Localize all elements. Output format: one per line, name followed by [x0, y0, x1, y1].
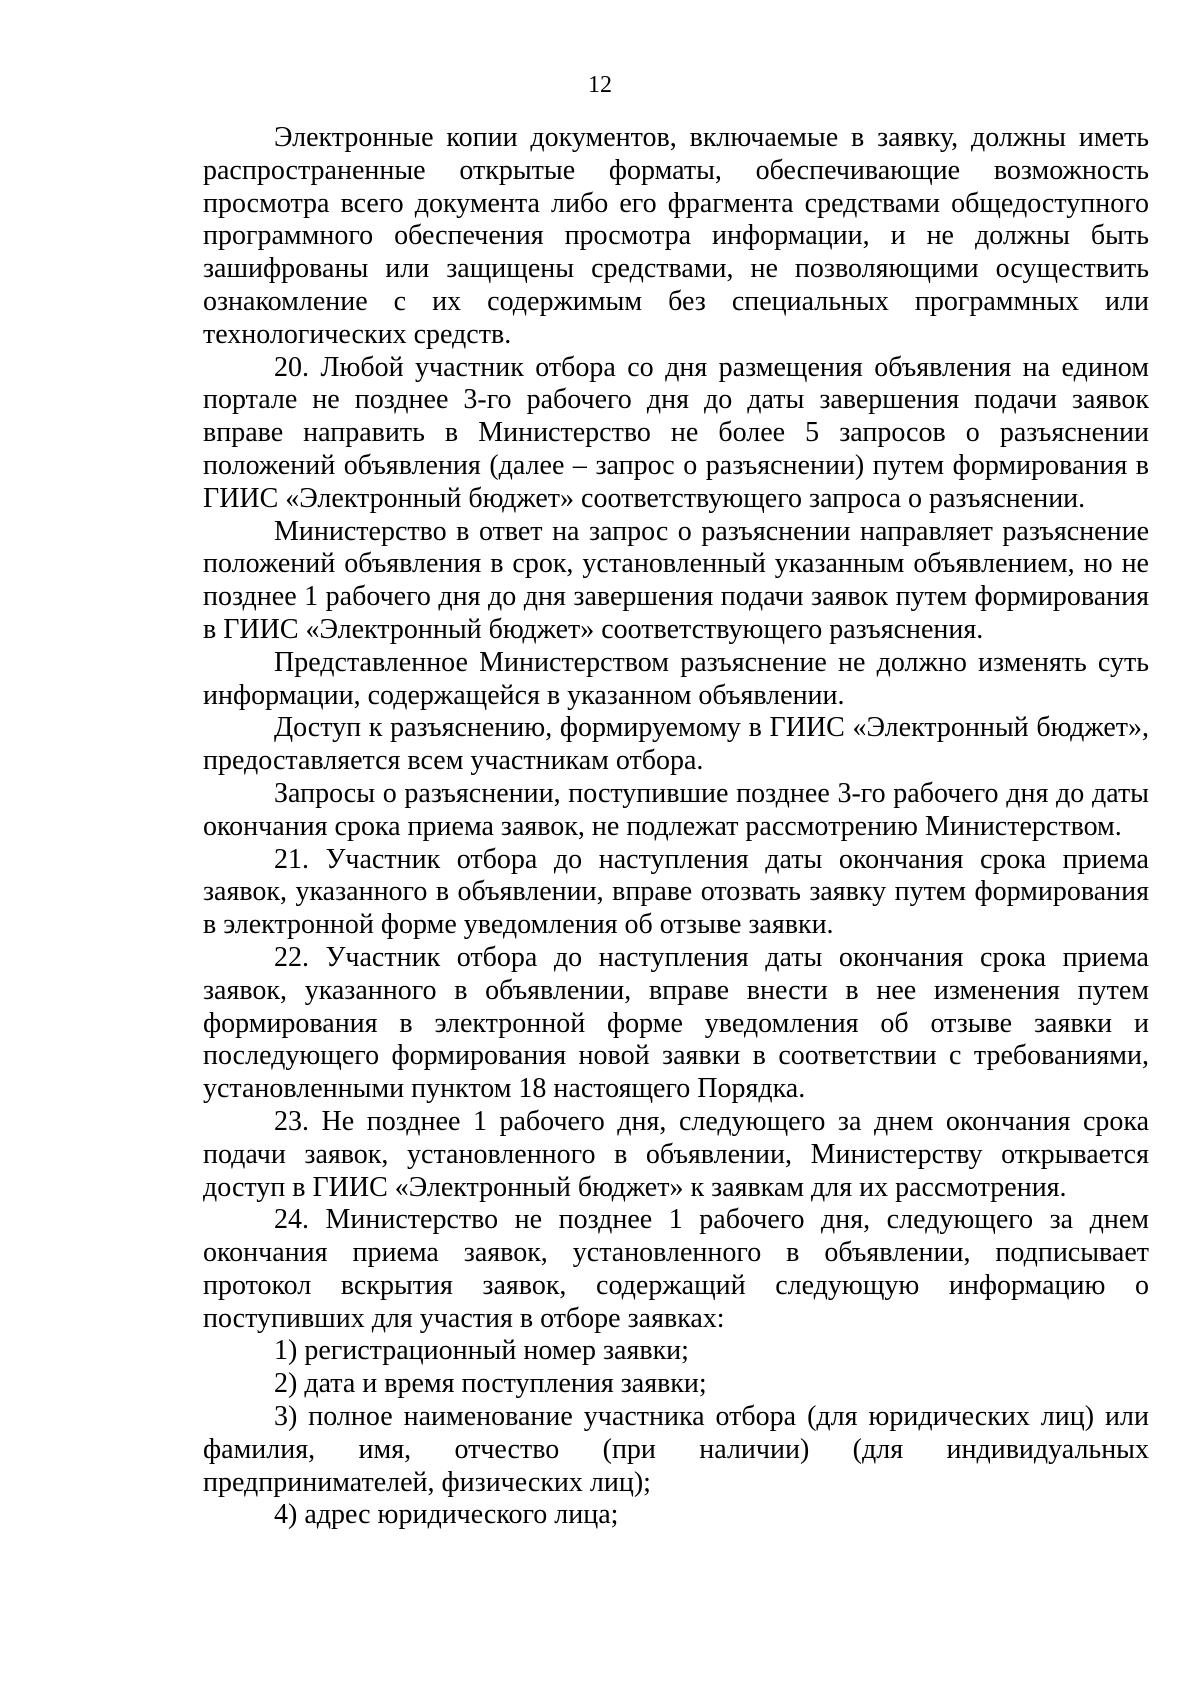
page-number: 12 [588, 72, 612, 98]
paragraph-electronic-copies: Электронные копии документов, включаемые в заявку, должны иметь распространенные открытые форматы, обеспечивающие возможность просмотра всего документа либо его фрагмента средствами общедоступного программного обеспечения просмотра информации, и не должны быть зашифрованы или защищены средствами, не позволяющими осуществить ознакомление с их содержимым без специальных программных или технологических средств. [203, 122, 1149, 350]
paragraph-item-21: 21. Участник отбора до наступления даты окончания срока приема заявок, указанного в объявлении, вправе отозвать заявку путем формирования в электронной форме уведомления об отзыве заявки. [203, 843, 1149, 941]
list-item-1: 1) регистрационный номер заявки; [274, 1335, 689, 1367]
document-body [203, 122, 1149, 1532]
paragraph-item-20: 20. Любой участник отбора со дня размещения объявления на едином портале не позднее 3-го рабочего дня до даты завершения подачи заявок вправе направить в Министерство не более 5 запросов о разъяснении положений объявления (далее – запрос о разъяснении) путем формирования в ГИИС «Электронный бюджет» соответствующего запроса о разъяснении. [203, 351, 1149, 514]
list-item-2: 2) дата и время поступления заявки; [274, 1368, 707, 1400]
paragraph-clarification-access: Доступ к разъяснению, формируемому в ГИИС «Электронный бюджет», предоставляется всем участникам отбора. [203, 712, 1149, 777]
paragraph-item-22: 22. Участник отбора до наступления даты окончания срока приема заявок, указанного в объявлении, вправе внести в нее изменения путем формирования в электронной форме уведомления об отзыве заявки и последующего формирования новой заявки в соответствии с требованиями, установленными пунктом 18 настоящего Порядка. [203, 941, 1149, 1105]
list-item-3: 3) полное наименование участника отбора (для юридических лиц) или фамилия, имя, отчество (при наличии) (для индивидуальных предпринимателей, физических лиц); [203, 1401, 1149, 1498]
paragraph-ministry-response: Министерство в ответ на запрос о разъяснении направляет разъяснение положений объявления в срок, установленный указанным объявлением, но не позднее 1 рабочего дня до дня завершения подачи заявок путем формирования в ГИИС «Электронный бюджет» соответствующего разъяснения. [203, 515, 1149, 645]
paragraph-item-24: 24. Министерство не позднее 1 рабочего дня, следующего за днем окончания приема заявок, установленного в объявлении, подписывает протокол вскрытия заявок, содержащий следующую информацию о поступивших для участия в отборе заявках: [203, 1204, 1149, 1334]
paragraph-clarification-content: Представленное Министерством разъяснение не должно изменять суть информации, содержащейся в указанном объявлении. [203, 646, 1149, 711]
paragraph-item-23: 23. Не позднее 1 рабочего дня, следующего за днем окончания срока подачи заявок, установленного в объявлении, Министерству открывается доступ в ГИИС «Электронный бюджет» к заявкам для их рассмотрения. [203, 1105, 1149, 1203]
paragraph-late-requests: Запросы о разъяснении, поступившие позднее 3-го рабочего дня до даты окончания срока приема заявок, не подлежат рассмотрению Министерством. [203, 777, 1149, 842]
list-item-4: 4) адрес юридического лица; [274, 1499, 619, 1531]
